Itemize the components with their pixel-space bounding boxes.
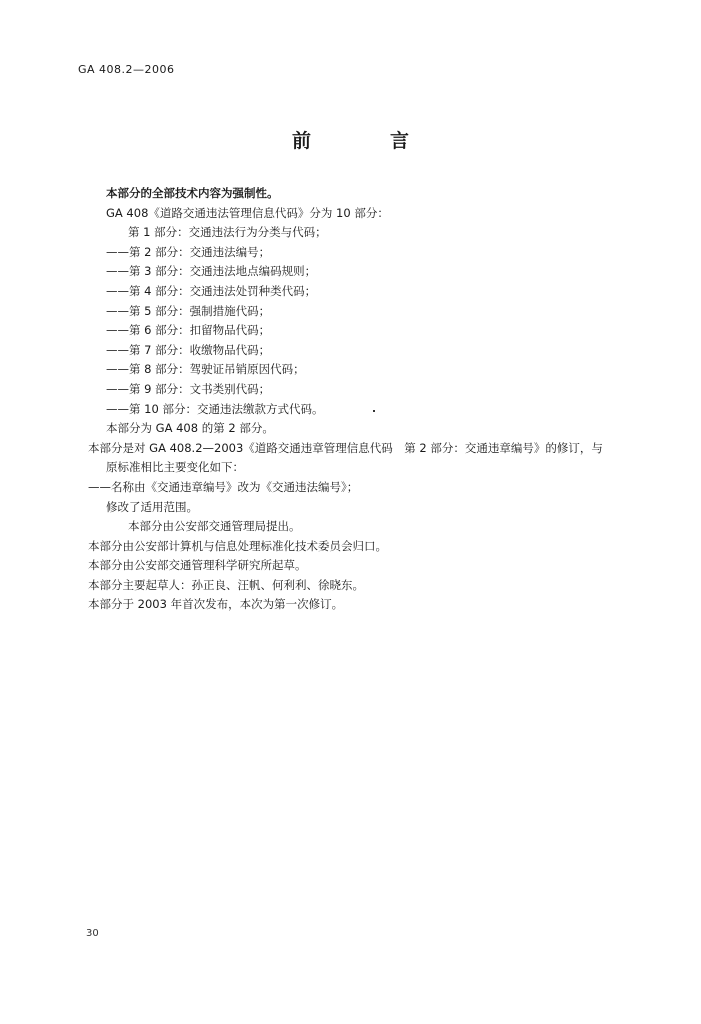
part-list-item: ——第 8 部分：驾驶证吊销原因代码； xyxy=(106,362,305,377)
part-list-item: 第 1 部分：交通违法行为分类与代码； xyxy=(128,225,327,240)
revision-statement-cont: ——名称由《交通违章编号》改为《交通违法编号》； xyxy=(88,479,359,494)
part-list-item: ——第 2 部分：交通违法编号； xyxy=(106,244,271,259)
scan-speck xyxy=(373,410,375,412)
part-list-item: ——第 9 部分：文书类别代码； xyxy=(106,381,271,396)
part-list-item: ——第 7 部分：收缴物品代码； xyxy=(106,342,271,357)
drafter-org-statement: 本部分主要起草人：孙正良、汪帆、何利利、徐晓东。 xyxy=(88,577,364,592)
mandatory-statement: 本部分的全部技术内容为强制性。 xyxy=(106,186,279,200)
revision-statement: 原标准相比主要变化如下： xyxy=(106,460,244,475)
page-title: 前 言 xyxy=(291,130,439,152)
part-list-item: ——第 10 部分：交通违法缴款方式代码。 xyxy=(106,401,324,416)
part-list-item: ——第 5 部分：强制措施代码； xyxy=(106,303,271,318)
change-item: 修改了适用范围。 xyxy=(106,499,198,514)
part-list-item: ——第 4 部分：交通违法处罚种类代码； xyxy=(106,283,317,298)
proposer-statement: 本部分由公安部计算机与信息处理标准化技术委员会归口。 xyxy=(88,538,387,553)
foreword-body xyxy=(88,184,648,615)
change-item: 本部分由公安部交通管理局提出。 xyxy=(128,519,301,534)
page-number: 30 xyxy=(86,928,99,939)
part-list-item: 本部分为 GA 408 的第 2 部分。 xyxy=(106,421,274,436)
part-list-item: ——第 3 部分：交通违法地点编码规则； xyxy=(106,264,317,279)
standard-code: GA 408.2—2006 xyxy=(78,63,175,76)
part-list-item: ——第 6 部分：扣留物品代码； xyxy=(106,323,271,338)
committee-statement: 本部分由公安部交通管理科学研究所起草。 xyxy=(88,558,307,573)
drafters-statement: 本部分于 2003 年首次发布，本次为第一次修订。 xyxy=(88,597,344,612)
part-statement: 本部分是对 GA 408.2—2003《道路交通违章管理信息代码 第 2 部分：交通违章编号》的修订，与 xyxy=(88,440,603,455)
parts-intro: GA 408《道路交通违法管理信息代码》分为 10 部分： xyxy=(106,205,389,220)
